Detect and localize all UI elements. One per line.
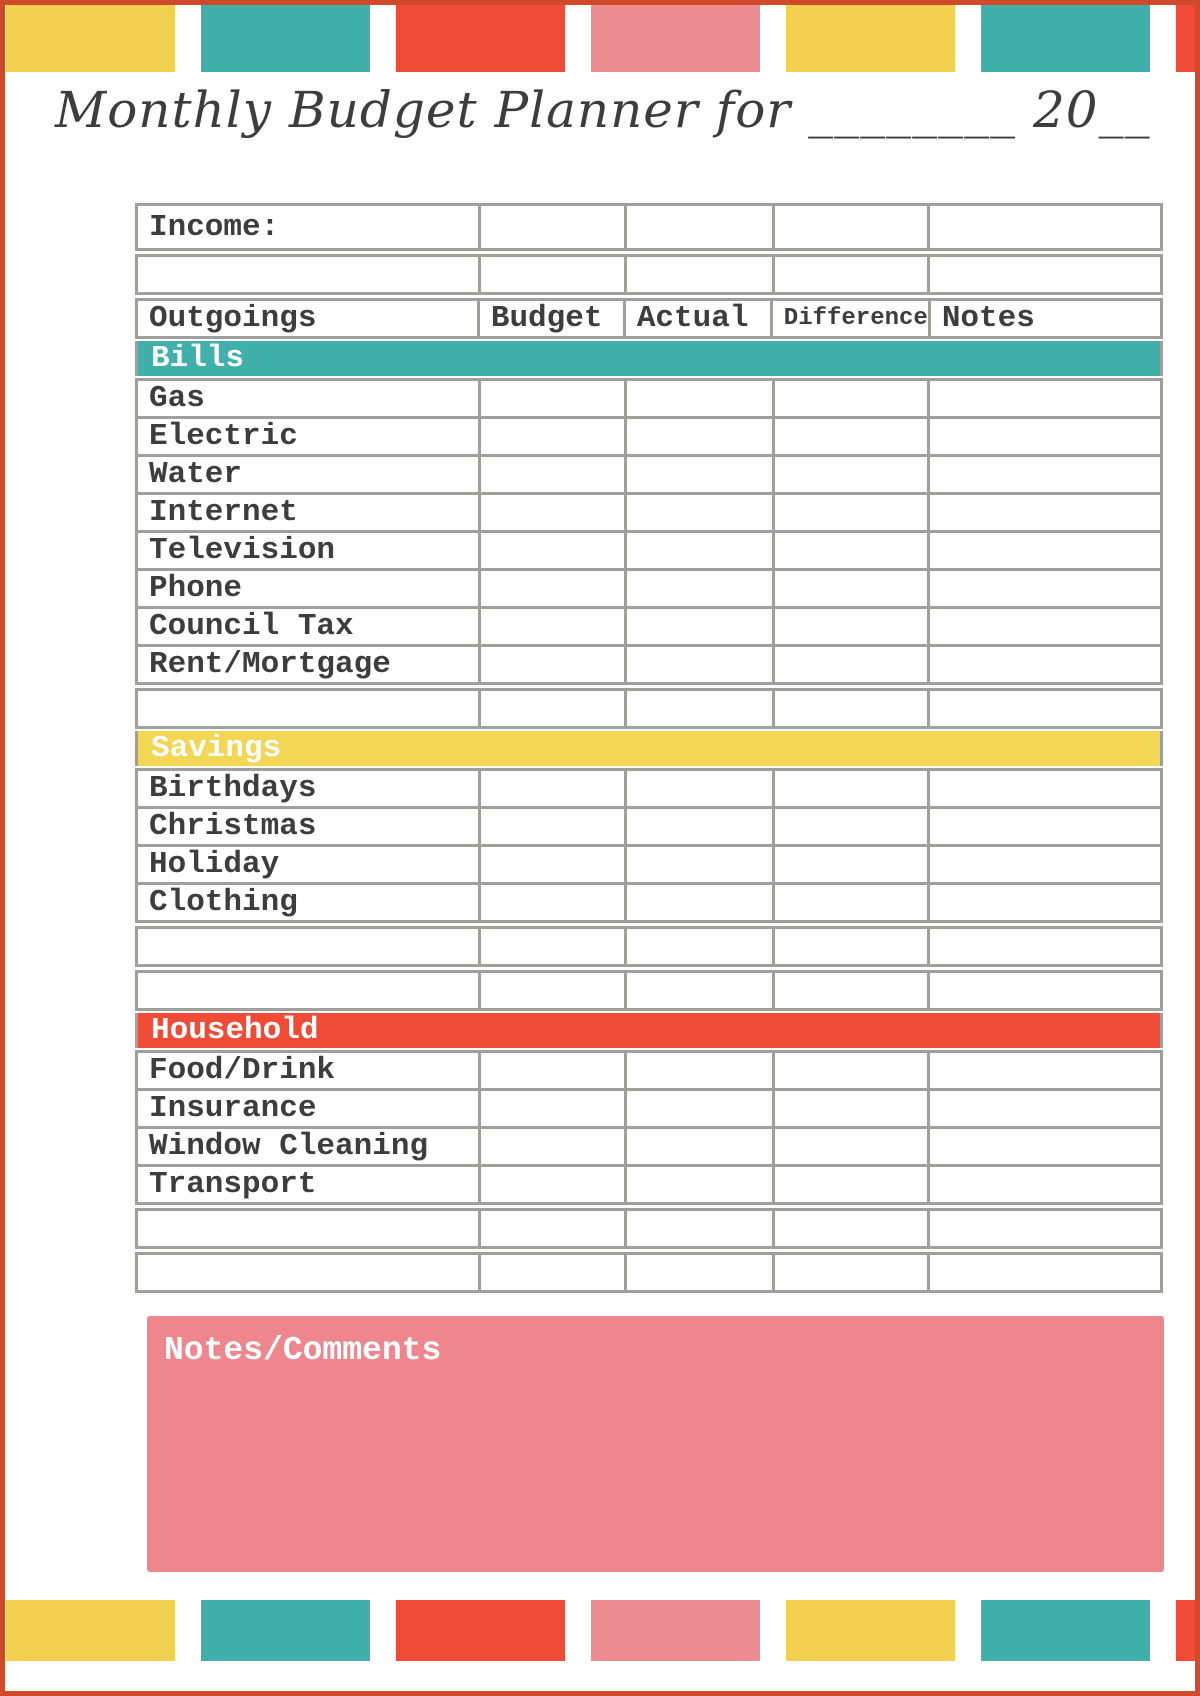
value-cell[interactable]: [930, 1091, 1160, 1126]
spacer-row: [135, 688, 1163, 729]
section-band-savings: Savings: [135, 731, 1163, 766]
value-cell[interactable]: [627, 533, 771, 568]
color-block: [786, 5, 955, 72]
value-cell[interactable]: [481, 206, 624, 248]
value-cell[interactable]: [481, 1053, 624, 1088]
value-cell[interactable]: [930, 691, 1160, 726]
color-block: [981, 5, 1150, 72]
row-label: Food/Drink: [138, 1053, 478, 1088]
value-cell[interactable]: [775, 647, 927, 682]
value-cell[interactable]: [930, 647, 1160, 682]
value-cell[interactable]: [775, 847, 927, 882]
value-cell[interactable]: [930, 609, 1160, 644]
value-cell[interactable]: [481, 1129, 624, 1164]
value-cell[interactable]: [775, 457, 927, 492]
value-cell[interactable]: [930, 571, 1160, 606]
row-label: Rent/Mortgage: [138, 647, 478, 682]
savings-rows: [135, 768, 1163, 923]
value-cell[interactable]: [627, 929, 771, 964]
value-cell[interactable]: [930, 457, 1160, 492]
value-cell[interactable]: [775, 1167, 927, 1202]
value-cell[interactable]: [481, 457, 624, 492]
row-label: Christmas: [138, 809, 478, 844]
color-block: [201, 5, 370, 72]
value-cell[interactable]: [775, 419, 927, 454]
value-cell[interactable]: [930, 885, 1160, 920]
bottom-color-strip: [6, 1600, 1200, 1661]
value-cell[interactable]: [930, 847, 1160, 882]
value-cell[interactable]: [930, 1053, 1160, 1088]
value-cell[interactable]: [627, 1255, 771, 1290]
value-cell[interactable]: [930, 973, 1160, 1008]
value-cell[interactable]: [481, 1167, 624, 1202]
column-header-actual: Actual: [626, 301, 770, 336]
value-cell[interactable]: [930, 1129, 1160, 1164]
row-label: Holiday: [138, 847, 478, 882]
row-label: Water: [138, 457, 478, 492]
section-band-bills: Bills: [135, 341, 1163, 376]
color-block: [1176, 1600, 1200, 1661]
value-cell[interactable]: [627, 647, 771, 682]
value-cell[interactable]: [138, 691, 478, 726]
column-header-notes: Notes: [931, 301, 1160, 336]
value-cell[interactable]: [481, 1255, 624, 1290]
color-block: [1176, 5, 1200, 72]
column-header-budget: Budget: [480, 301, 623, 336]
value-cell[interactable]: [138, 973, 478, 1008]
row-label: Gas: [138, 381, 478, 416]
income-label-cell: Income:: [138, 206, 478, 248]
value-cell[interactable]: [481, 1211, 624, 1246]
row-label: Internet: [138, 495, 478, 530]
color-block: [396, 1600, 565, 1661]
color-block: [6, 5, 175, 72]
value-cell[interactable]: [627, 495, 771, 530]
value-cell[interactable]: [481, 533, 624, 568]
value-cell[interactable]: [481, 1091, 624, 1126]
value-cell[interactable]: [627, 381, 771, 416]
value-cell[interactable]: [481, 419, 624, 454]
value-cell[interactable]: [627, 1211, 771, 1246]
value-cell[interactable]: [775, 885, 927, 920]
value-cell[interactable]: [930, 1255, 1160, 1290]
value-cell[interactable]: [627, 691, 771, 726]
value-cell[interactable]: [481, 571, 624, 606]
value-cell[interactable]: [775, 1211, 927, 1246]
value-cell[interactable]: [930, 1211, 1160, 1246]
value-cell[interactable]: [775, 533, 927, 568]
value-cell[interactable]: [138, 1211, 478, 1246]
value-cell[interactable]: [627, 973, 771, 1008]
value-cell[interactable]: [930, 206, 1160, 248]
value-cell[interactable]: [930, 381, 1160, 416]
spacer-row: [135, 254, 1163, 295]
value-cell[interactable]: [930, 771, 1160, 806]
value-cell[interactable]: [775, 973, 927, 1008]
row-label: Council Tax: [138, 609, 478, 644]
value-cell[interactable]: [627, 457, 771, 492]
value-cell[interactable]: [481, 929, 624, 964]
value-cell[interactable]: [775, 929, 927, 964]
spacer-row: [135, 1252, 1163, 1293]
row-label: Television: [138, 533, 478, 568]
value-cell[interactable]: [775, 771, 927, 806]
value-cell[interactable]: [138, 929, 478, 964]
value-cell[interactable]: [481, 771, 624, 806]
row-label: Phone: [138, 571, 478, 606]
value-cell[interactable]: [627, 1129, 771, 1164]
value-cell[interactable]: [775, 571, 927, 606]
row-label: Transport: [138, 1167, 478, 1202]
value-cell[interactable]: [930, 495, 1160, 530]
color-block: [396, 5, 565, 72]
color-block: [6, 1600, 175, 1661]
value-cell[interactable]: [627, 847, 771, 882]
row-label: Birthdays: [138, 771, 478, 806]
color-block: [981, 1600, 1150, 1661]
value-cell[interactable]: [775, 1129, 927, 1164]
value-cell[interactable]: [481, 647, 624, 682]
income-row: [135, 203, 1163, 251]
value-cell[interactable]: [138, 1255, 478, 1290]
value-cell[interactable]: [481, 495, 624, 530]
column-header-outgoings: Outgoings: [138, 301, 477, 336]
color-block: [591, 5, 760, 72]
row-label: Clothing: [138, 885, 478, 920]
value-cell[interactable]: [481, 885, 624, 920]
spacer-row: [135, 926, 1163, 967]
value-cell[interactable]: [627, 885, 771, 920]
value-cell[interactable]: [481, 809, 624, 844]
value-cell[interactable]: [775, 206, 927, 248]
value-cell[interactable]: [481, 381, 624, 416]
row-label: Electric: [138, 419, 478, 454]
value-cell[interactable]: [775, 691, 927, 726]
household-rows: [135, 1050, 1163, 1205]
notes-box[interactable]: [147, 1316, 1164, 1572]
value-cell[interactable]: [775, 257, 927, 292]
value-cell[interactable]: [775, 609, 927, 644]
value-cell[interactable]: [481, 691, 624, 726]
value-cell[interactable]: [627, 1091, 771, 1126]
value-cell[interactable]: [930, 257, 1160, 292]
top-color-strip: [6, 5, 1200, 72]
value-cell[interactable]: [627, 1167, 771, 1202]
bills-rows: [135, 378, 1163, 685]
section-band-household: Household: [135, 1013, 1163, 1048]
value-cell[interactable]: [627, 609, 771, 644]
page-title: Monthly Budget Planner for ________ 20__: [55, 81, 1151, 139]
value-cell[interactable]: [481, 257, 624, 292]
header-row: [135, 298, 1163, 339]
value-cell[interactable]: [930, 929, 1160, 964]
row-label: Insurance: [138, 1091, 478, 1126]
value-cell[interactable]: [775, 1091, 927, 1126]
value-cell[interactable]: [930, 533, 1160, 568]
spacer-row: [135, 970, 1163, 1011]
value-cell[interactable]: [930, 809, 1160, 844]
value-cell[interactable]: [481, 973, 624, 1008]
value-cell[interactable]: [775, 495, 927, 530]
value-cell[interactable]: [930, 419, 1160, 454]
value-cell[interactable]: [775, 1255, 927, 1290]
value-cell[interactable]: [627, 419, 771, 454]
value-cell[interactable]: [627, 257, 771, 292]
value-cell[interactable]: [481, 609, 624, 644]
notes-label: Notes/Comments: [164, 1332, 442, 1369]
value-cell[interactable]: [481, 847, 624, 882]
value-cell[interactable]: [138, 257, 478, 292]
value-cell[interactable]: [627, 206, 771, 248]
value-cell[interactable]: [775, 381, 927, 416]
value-cell[interactable]: [775, 1053, 927, 1088]
value-cell[interactable]: [627, 571, 771, 606]
spacer-row: [135, 1208, 1163, 1249]
value-cell[interactable]: [627, 1053, 771, 1088]
budget-table: [135, 203, 1163, 1293]
value-cell[interactable]: [775, 809, 927, 844]
value-cell[interactable]: [627, 809, 771, 844]
value-cell[interactable]: [627, 771, 771, 806]
row-label: Window Cleaning: [138, 1129, 478, 1164]
column-header-difference: Difference: [773, 301, 928, 336]
color-block: [201, 1600, 370, 1661]
value-cell[interactable]: [930, 1167, 1160, 1202]
color-block: [786, 1600, 955, 1661]
color-block: [591, 1600, 760, 1661]
